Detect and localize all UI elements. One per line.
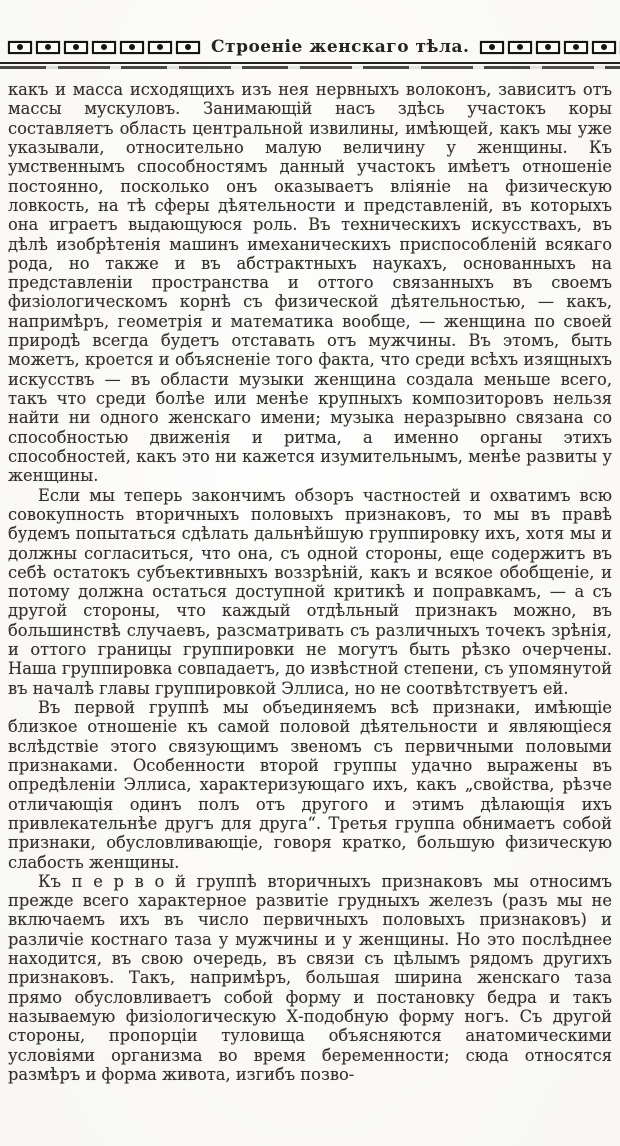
body-paragraph: Если мы теперь закончимъ обзоръ частностей и охватимъ всю совокупность вторичныхъ половыхъ признаковъ, то мы въ правѣ будемъ попытаться сдѣлать дальнѣйшую группировку ихъ, хотя мы и должны согласиться, что она, съ одной стороны, еще содержитъ въ себѣ остатокъ субъективныхъ воззрѣній, какъ и всякое обобщеніе, и потому должна остаться доступной критикѣ и поправкамъ, — а съ другой стороны, что каждый отдѣльный признакъ можно, въ большинствѣ случаевъ, разсматривать съ различныхъ точекъ зрѣнія, и оттого границы группировки не могутъ быть рѣзко очерчены. Наша группировка совпадаетъ, до извѣстной степени, съ упомянутой въ началѣ главы группировкой Эллиса, но не соотвѣтствуетъ ей. bbox=[8, 485, 612, 698]
ornament-dot bbox=[545, 44, 551, 50]
ornament-dot bbox=[101, 44, 107, 50]
ornament-dot bbox=[185, 44, 191, 50]
header-rule-top bbox=[0, 62, 620, 64]
boxed-dot-ornament-icon bbox=[92, 41, 116, 54]
header-rule-bottom bbox=[0, 66, 620, 69]
page-header bbox=[8, 36, 612, 58]
ornament-dot bbox=[573, 44, 579, 50]
ornament-dot bbox=[45, 44, 51, 50]
boxed-dot-ornament-icon bbox=[536, 41, 560, 54]
boxed-dot-ornament-icon bbox=[120, 41, 144, 54]
ornament-dot bbox=[517, 44, 523, 50]
boxed-dot-ornament-icon bbox=[148, 41, 172, 54]
body-paragraph: какъ и масса исходящихъ изъ нея нервныхъ волоконъ, зависитъ отъ массы мускуловъ. Занимающій насъ здѣсь участокъ коры составляетъ область центральной извилины, имѣющей, какъ мы уже указывали, относительно малую величину у женщины. Къ умственнымъ способностямъ данный участокъ имѣетъ отношеніе постоянно, посколько онъ оказываетъ вліяніе на физическую ловкость, на тѣ сферы дѣятельности и представленій, въ которыхъ она играетъ выдающуюся роль. Въ техническихъ искусствахъ, въ дѣлѣ изобрѣтенія машинъ имеханическихъ приспособленій всякаго рода, но также и въ абстрактныхъ наукахъ, основанныхъ на представленіи пространства и оттого связанныхъ въ своемъ физіологическомъ корнѣ съ физической дѣятельностью, — какъ, напримѣръ, геометрія и математика вообще, — женщина по своей природѣ всегда будетъ отставать отъ мужчины. Въ этомъ, быть можетъ, кроется и объясненіе того факта, что среди всѣхъ изящныхъ искусствъ — въ области музыки женщина создала меньше всего, такъ что среди болѣе или менѣе крупныхъ композиторовъ нельзя найти ни одного женскаго имени; музыка неразрывно связана со способностью движенія и ритма, а именно органы этихъ способностей, какъ это ни кажется изумительнымъ, менѣе развиты у женщины. bbox=[8, 80, 612, 486]
boxed-dot-ornament-icon bbox=[480, 41, 504, 54]
boxed-dot-ornament-icon bbox=[176, 41, 200, 54]
body-paragraph: Къ п е р в о й группѣ вторичныхъ признаковъ мы относимъ прежде всего характерное развитіе грудныхъ железъ (разъ мы не включаемъ ихъ въ число первичныхъ половыхъ признаковъ) и различіе костнаго таза у мужчины и у женщины. Но это послѣднее находится, въ свою очередь, въ связи съ цѣлымъ рядомъ другихъ признаковъ. Такъ, напримѣръ, большая ширина женскаго таза прямо обусловливаетъ собой форму и постановку бедра и такъ называемую физіологическую Х-подобную форму ногъ. Съ другой стороны, пропорціи туловища объясняются анатомическими условіями организма во время беременности; сюда относятся размѣръ и форма живота, изгибъ позво- bbox=[8, 871, 612, 1084]
boxed-dot-ornament-icon bbox=[592, 41, 616, 54]
header-ornaments-left bbox=[8, 41, 200, 54]
boxed-dot-ornament-icon bbox=[36, 41, 60, 54]
ornament-dot bbox=[157, 44, 163, 50]
ornament-dot bbox=[129, 44, 135, 50]
boxed-dot-ornament-icon bbox=[8, 41, 32, 54]
boxed-dot-ornament-icon bbox=[64, 41, 88, 54]
page-body-text bbox=[8, 80, 612, 1084]
header-ornaments-right bbox=[480, 41, 620, 54]
body-paragraph: Въ первой группѣ мы объединяемъ всѣ признаки, имѣющіе близкое отношеніе къ самой половой дѣятельности и являющіеся вслѣдствіе этого связующимъ звеномъ съ первичными половыми признаками. Особенности второй группы удачно выражены въ опредѣленіи Эллиса, характеризующаго ихъ, какъ „свойства, рѣзче отличающія одинъ полъ отъ другого и этимъ дѣлающія ихъ привлекательнѣе другъ для друга“. Третья группа обнимаетъ собой признаки, обусловливающіе, говоря кратко, большую физическую слабость женщины. bbox=[8, 698, 612, 872]
ornament-dot bbox=[601, 44, 607, 50]
boxed-dot-ornament-icon bbox=[508, 41, 532, 54]
running-title: Строеніе женскаго тѣла. bbox=[211, 37, 470, 57]
ornament-dot bbox=[73, 44, 79, 50]
ornament-dot bbox=[489, 44, 495, 50]
boxed-dot-ornament-icon bbox=[564, 41, 588, 54]
ornament-dot bbox=[17, 44, 23, 50]
